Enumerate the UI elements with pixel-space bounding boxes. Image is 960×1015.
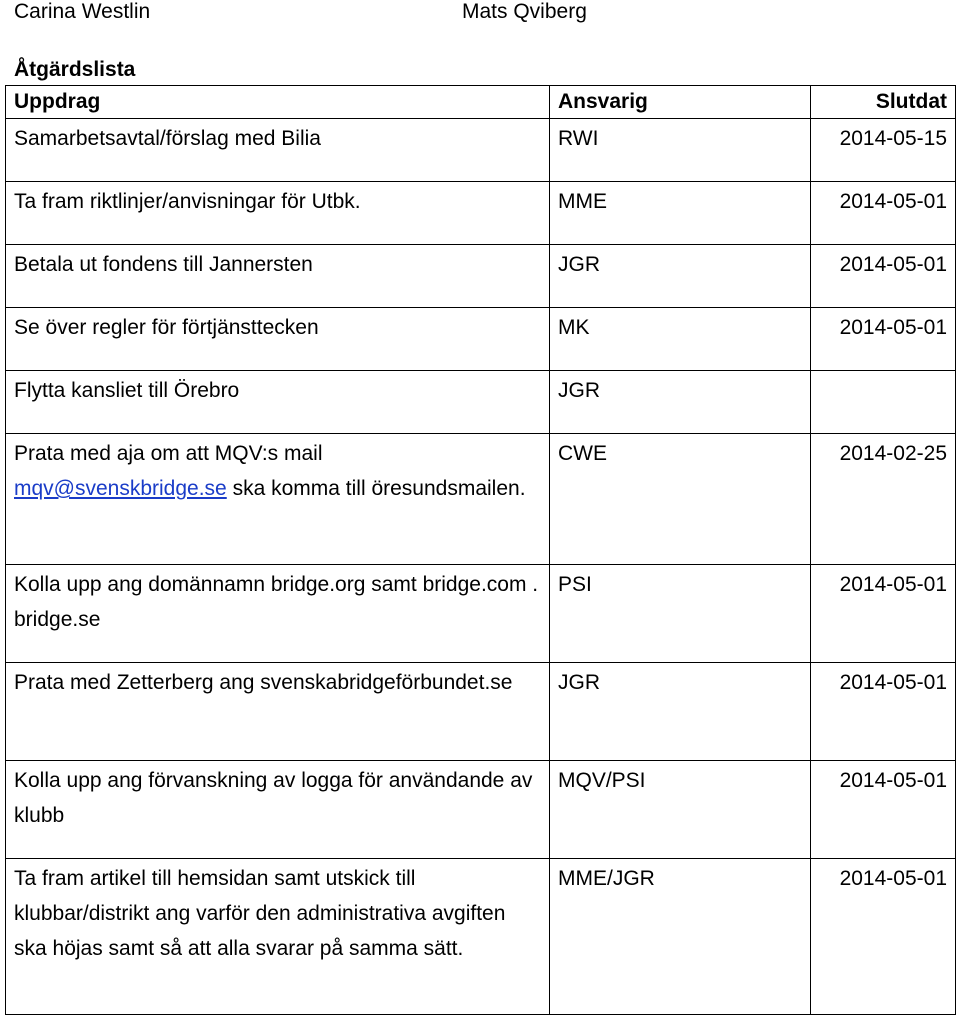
owner-cell: JGR [550, 245, 811, 308]
date-cell [811, 371, 956, 434]
table-row [6, 434, 956, 565]
table-row [6, 182, 956, 245]
column-header-date: Slutdat [811, 86, 956, 119]
task-text-before: Prata med aja om att MQV:s mail [14, 442, 323, 465]
date-cell: 2014-05-01 [811, 245, 956, 308]
owner-cell: MK [550, 308, 811, 371]
task-cell [6, 434, 550, 565]
name-carina-westlin: Carina Westlin [14, 0, 151, 23]
task-cell: Prata med Zetterberg ang svenskabridgeförbundet.se [6, 663, 550, 761]
action-list-table [5, 85, 956, 1015]
table-row [6, 761, 956, 859]
task-cell: Kolla upp ang domännamn bridge.org samt bridge.com . bridge.se [6, 565, 550, 663]
table-row [6, 119, 956, 182]
owner-cell: MQV/PSI [550, 761, 811, 859]
owner-cell: JGR [550, 371, 811, 434]
table-header-row [6, 86, 956, 119]
owner-cell: MME/JGR [550, 859, 811, 1015]
task-cell: Ta fram artikel till hemsidan samt utskick till klubbar/distrikt ang varför den administrativa avgiften ska höjas samt så att alla svarar på samma sätt. [6, 859, 550, 1015]
table-row [6, 663, 956, 761]
owner-cell: JGR [550, 663, 811, 761]
owner-cell: RWI [550, 119, 811, 182]
page-title: Åtgärdslista [14, 58, 136, 81]
date-cell: 2014-05-01 [811, 761, 956, 859]
task-text-after: ska komma till öresundsmailen. [232, 477, 526, 500]
names-header [0, 0, 960, 30]
date-cell: 2014-05-01 [811, 859, 956, 1015]
table-row [6, 565, 956, 663]
table-row [6, 308, 956, 371]
task-cell: Flytta kansliet till Örebro [6, 371, 550, 434]
column-header-task: Uppdrag [6, 86, 550, 119]
owner-cell: MME [550, 182, 811, 245]
task-cell: Betala ut fondens till Jannersten [6, 245, 550, 308]
task-cell: Samarbetsavtal/förslag med Bilia [6, 119, 550, 182]
date-cell: 2014-05-15 [811, 119, 956, 182]
owner-cell: CWE [550, 434, 811, 565]
date-cell: 2014-05-01 [811, 565, 956, 663]
task-cell: Se över regler för förtjänsttecken [6, 308, 550, 371]
date-cell: 2014-05-01 [811, 308, 956, 371]
name-mats-qviberg: Mats Qviberg [462, 0, 587, 23]
email-link[interactable]: mqv@svenskbridge.se [14, 477, 227, 500]
owner-cell: PSI [550, 565, 811, 663]
column-header-owner: Ansvarig [550, 86, 811, 119]
task-cell: Kolla upp ang förvanskning av logga för användande av klubb [6, 761, 550, 859]
table-row [6, 245, 956, 308]
date-cell: 2014-02-25 [811, 434, 956, 565]
date-cell: 2014-05-01 [811, 182, 956, 245]
date-cell: 2014-05-01 [811, 663, 956, 761]
task-cell: Ta fram riktlinjer/anvisningar för Utbk. [6, 182, 550, 245]
table-row [6, 859, 956, 1015]
table-row [6, 371, 956, 434]
